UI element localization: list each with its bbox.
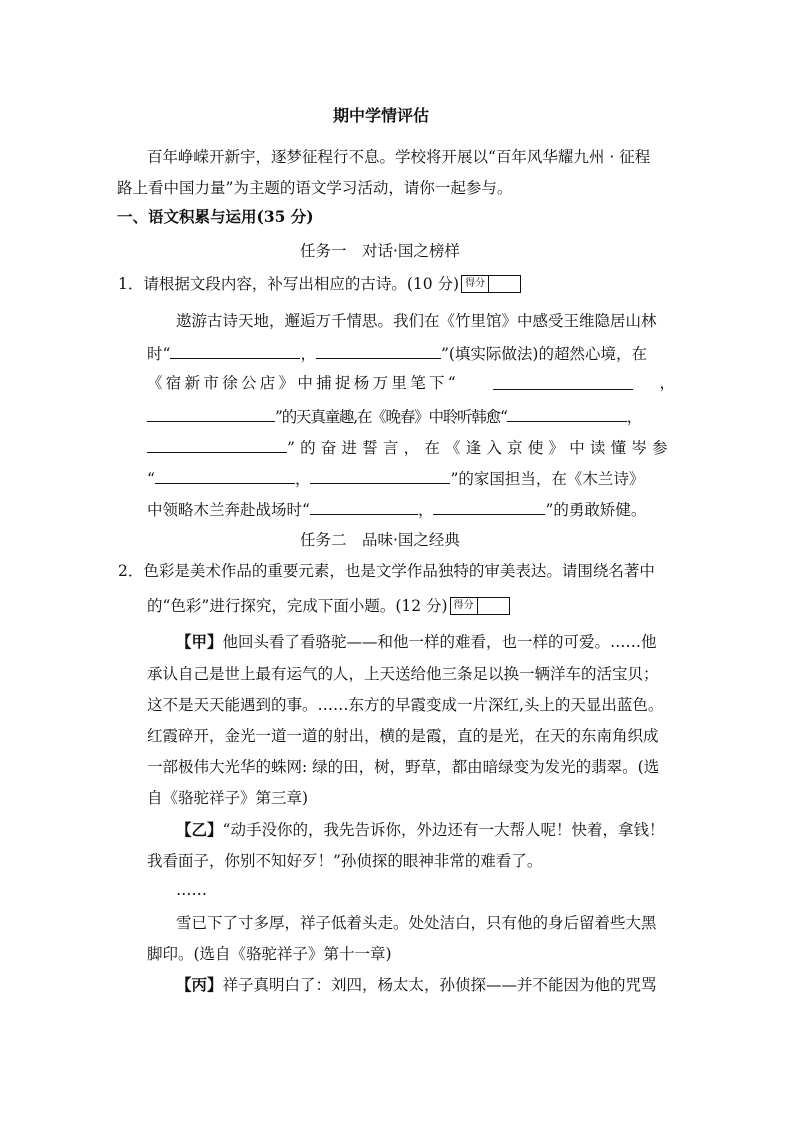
answer-blank[interactable] bbox=[310, 498, 418, 515]
task-heading-2: 任务二 品味·国之经典 bbox=[300, 531, 460, 549]
q1-passage-line-5: ”的奋进誓言，在《逢入京使》中读懂岑参 bbox=[147, 436, 673, 458]
answer-blank[interactable] bbox=[316, 342, 441, 359]
q1-passage-line-3 bbox=[147, 373, 675, 393]
answer-blank[interactable] bbox=[433, 498, 545, 515]
excerpt-yi-line-4: 脚印。(选自《骆驼祥子》第十一章) bbox=[147, 945, 392, 963]
answer-blank[interactable] bbox=[155, 467, 295, 484]
intro-line-1: 百年峥嵘开新宇，逐梦征程行不息。学校将开展以“百年风华耀九州 · 征程 bbox=[147, 148, 651, 166]
score-box: 得分 bbox=[450, 597, 510, 615]
excerpt-yi-line-1: 【乙】“动手没你的，我先告诉你，外边还有一大帮人呢！快着，拿钱！ bbox=[176, 820, 665, 839]
q1-passage-line-7: 中领略木兰奔赴战场时“ ， ”的勇敢矫健。 bbox=[147, 498, 646, 520]
line-3-text: 《宿新市徐公店》中捕捉杨万里笔下“ bbox=[147, 374, 460, 392]
page-title: 期中学情评估 bbox=[333, 106, 430, 125]
section-heading: 一、语文积累与运用(35 分) bbox=[117, 207, 314, 226]
excerpt-yi-ellipsis: …… bbox=[176, 881, 207, 899]
q1-passage-line-1: 遨游古诗天地，邂逅万千情思。我们在《竹里馆》中感受王维隐居山林 bbox=[176, 312, 657, 330]
excerpt-yi-line-2: 我看面子，你别不知好歹！”孙侦探的眼神非常的难看了。 bbox=[147, 852, 543, 870]
intro-line-2: 路上看中国力量”为主题的语文学习活动，请你一起参与。 bbox=[117, 179, 513, 197]
answer-blank[interactable] bbox=[170, 342, 300, 359]
excerpt-jia-line-6: 自《骆驼祥子》第三章) bbox=[147, 789, 309, 807]
score-box: 得分 bbox=[461, 275, 521, 293]
excerpt-jia-line-3: 这不是天天能遇到的事。……东方的早霞变成一片深红,头上的天显出蓝色。 bbox=[147, 696, 664, 714]
excerpt-jia-line-2: 承认自己是世上最有运气的人，上天送给他三条足以换一辆洋车的活宝贝； bbox=[147, 665, 659, 683]
answer-blank[interactable] bbox=[493, 373, 633, 390]
excerpt-bing-line-1: 【丙】祥子真明白了：刘四，杨太太，孙侦探——并不能因为他的咒骂 bbox=[176, 975, 657, 994]
question-2-stem-1: 2．色彩是美术作品的重要元素，也是文学作品独特的审美表达。请围绕名著中 bbox=[118, 562, 655, 580]
comma: ， bbox=[659, 374, 675, 392]
task-heading-1: 任务一 对话·国之榜样 bbox=[300, 242, 460, 260]
q1-passage-line-6: “ ， ”的家国担当，在《木兰诗》 bbox=[147, 467, 644, 489]
excerpt-jia-line-5: 一部极伟大光华的蛛网: 绿的田，树，野草，都由暗绿变为发光的翡翠。(选 bbox=[147, 758, 660, 776]
answer-blank[interactable] bbox=[507, 405, 627, 422]
question-2-stem-2: 的“色彩”进行探究，完成下面小题。(12 分) 得分 bbox=[147, 596, 510, 616]
excerpt-jia-line-1: 【甲】他回头看了看骆驼——和他一样的难看，也一样的可爱。……他 bbox=[176, 632, 657, 651]
excerpt-yi-line-3: 雪已下了寸多厚，祥子低着头走。处处洁白，只有他的身后留着些大黑 bbox=[176, 914, 657, 932]
answer-blank[interactable] bbox=[310, 467, 450, 484]
q1-passage-line-4: ”的天真童趣,在《晚春》中聆听韩愈“ ， bbox=[147, 405, 642, 427]
excerpt-jia-line-4: 红霞碎开，金光一道一道的射出，横的是霞，直的是光，在天的东南角织成 bbox=[147, 727, 659, 745]
answer-blank[interactable] bbox=[147, 405, 275, 422]
q1-passage-line-2: 时“ ， ”(填实际做法)的超然心境，在 bbox=[147, 342, 647, 364]
answer-blank[interactable] bbox=[147, 436, 287, 453]
question-1-stem: 1．请根据文段内容，补写出相应的古诗。(10 分) 得分 bbox=[118, 274, 521, 294]
